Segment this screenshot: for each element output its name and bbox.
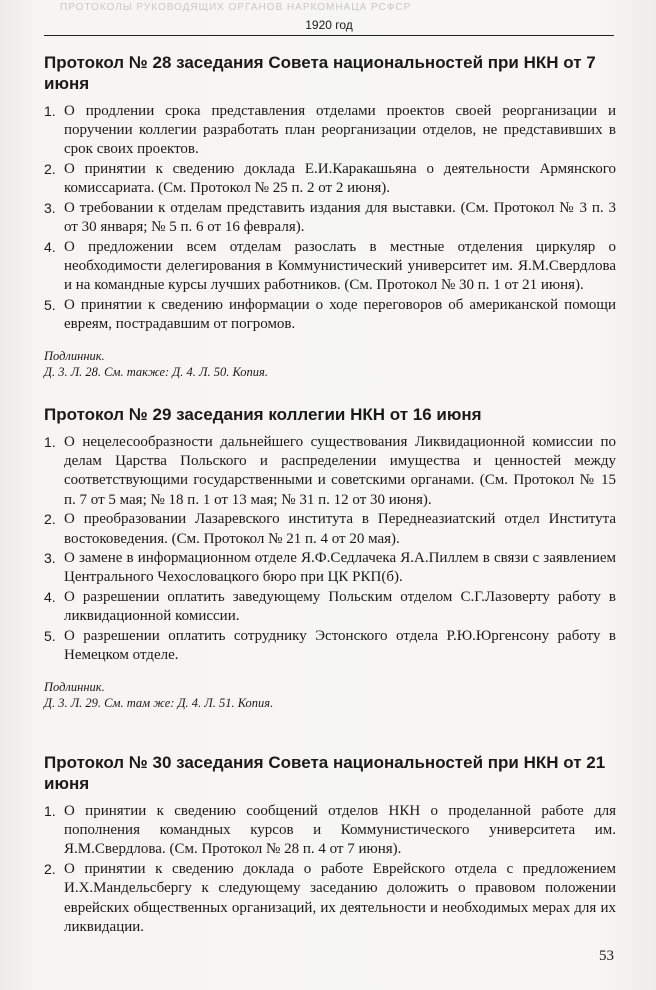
item-text: О замене в информационном отделе Я.Ф.Седлачека Я.А.Пиллем в связи с заявлением Центрального Чехословацкого бюро при ЦК РКП(б). — [64, 550, 616, 586]
item-number: 2. — [44, 161, 56, 178]
item-number: 5. — [44, 297, 56, 314]
item-number: 5. — [44, 628, 56, 645]
protocol-29-items — [44, 433, 616, 665]
item-text: О разрешении оплатить сотруднику Эстонского отдела Р.Ю.Юргенсону работу в Немецком отделе. — [64, 628, 616, 664]
archival-source-note — [44, 348, 616, 380]
agenda-item — [44, 860, 616, 937]
agenda-item — [44, 627, 616, 665]
agenda-item — [44, 802, 616, 860]
archival-source-note — [44, 679, 616, 711]
item-number: 2. — [44, 861, 56, 878]
item-number: 4. — [44, 589, 56, 606]
agenda-item — [44, 549, 616, 587]
source-reference: Д. 3. Л. 29. См. там же: Д. 4. Л. 51. Копия. — [44, 696, 274, 711]
protocol-29-section — [44, 404, 616, 711]
item-number: 3. — [44, 550, 56, 567]
item-number: 3. — [44, 200, 56, 217]
item-text: О требовании к отделам представить издания для выставки. (См. Протокол № 3 п. 3 от 30 января; № 5 п. 6 от 16 февраля). — [64, 200, 616, 236]
item-text: О принятии к сведению доклада Е.И.Каракашьяна о деятельности Армянского комиссариата. (См. Протокол № 25 п. 2 от 2 июня). — [64, 161, 616, 197]
item-text: О принятии к сведению информации о ходе переговоров об американской помощи евреям, пострадавшим от погромов. — [64, 297, 616, 333]
protocol-30-items — [44, 802, 616, 937]
item-text: О предложении всем отделам разослать в местные отделения циркуляр о необходимости делегирования в Коммунистический университет им. Я.М.Свердлова и на командные курсы лучших работников. (См. Протокол № 30 п. 1 от 21 июня). — [64, 238, 616, 294]
source-reference: Д. 3. Л. 28. См. также: Д. 4. Л. 50. Копия. — [44, 365, 268, 380]
agenda-item — [44, 510, 616, 548]
protocol-28-items — [44, 102, 616, 334]
item-text: О принятии к сведению доклада о работе Еврейского отдела с предложением И.Х.Мандельсбергу к следующему заседанию доложить о правовом положении еврейских общественных организаций, их деятельности и необходимых мерах для их ликвидации. — [64, 861, 616, 935]
protocol-29-title: Протокол № 29 заседания коллегии НКН от 16 июня — [44, 405, 482, 424]
bleed-through-text: ПРОТОКОЛЫ РУКОВОДЯЩИХ ОРГАНОВ НАРКОМНАЦА РСФСР — [60, 2, 412, 13]
item-number: 4. — [44, 238, 56, 255]
page-number: 53 — [599, 948, 614, 964]
item-number: 1. — [44, 803, 56, 819]
running-head: 1920 год — [44, 18, 614, 36]
item-text: О разрешении оплатить заведующему Польским отделом С.Г.Лазоверту работу в ликвидационной комиссии. — [64, 589, 616, 625]
item-number: 2. — [44, 511, 56, 528]
protocol-30-title: Протокол № 30 заседания Совета национальностей при НКН от 21 июня — [44, 753, 606, 793]
item-number: 1. — [44, 434, 56, 450]
agenda-item — [44, 102, 616, 160]
agenda-item — [44, 296, 616, 334]
agenda-item — [44, 199, 616, 237]
item-text: О продлении срока представления отделами проектов своей реорганизации и поручении коллегии разработать план реорганизации отделов, не представивших в срок своих проектов. — [64, 103, 616, 158]
item-text: О преобразовании Лазаревского института в Переднеазиатский отдел Института востоковедения. (См. Протокол № 21 п. 4 от 20 мая). — [64, 511, 616, 547]
agenda-item — [44, 588, 616, 626]
source-type: Подлинник. — [44, 680, 105, 695]
agenda-item — [44, 433, 616, 510]
item-text: О принятии к сведению сообщений отделов НКН о проделанной работе для пополнения командных курсов и Коммунистического университета им. Я.М.Свердлова. (См. Протокол № 28 п. 4 от 7 июня). — [64, 803, 616, 858]
protocol-30-section — [44, 752, 616, 937]
protocol-28-title: Протокол № 28 заседания Совета национальностей при НКН от 7 июня — [44, 53, 596, 93]
item-text: О нецелесообразности дальнейшего существования Ликвидационной комиссии по делам Царства Польского и распределении имущества и ценностей между соответствующими государственными и советскими органами. (См. Протокол № 15 п. 7 от 5 мая; № 18 п. 1 от 13 мая; № 31 п. 12 от 30 июня). — [64, 434, 616, 508]
item-number: 1. — [44, 103, 56, 119]
agenda-item — [44, 160, 616, 198]
protocol-28-section — [44, 52, 616, 380]
source-type: Подлинник. — [44, 349, 105, 364]
agenda-item — [44, 238, 616, 296]
